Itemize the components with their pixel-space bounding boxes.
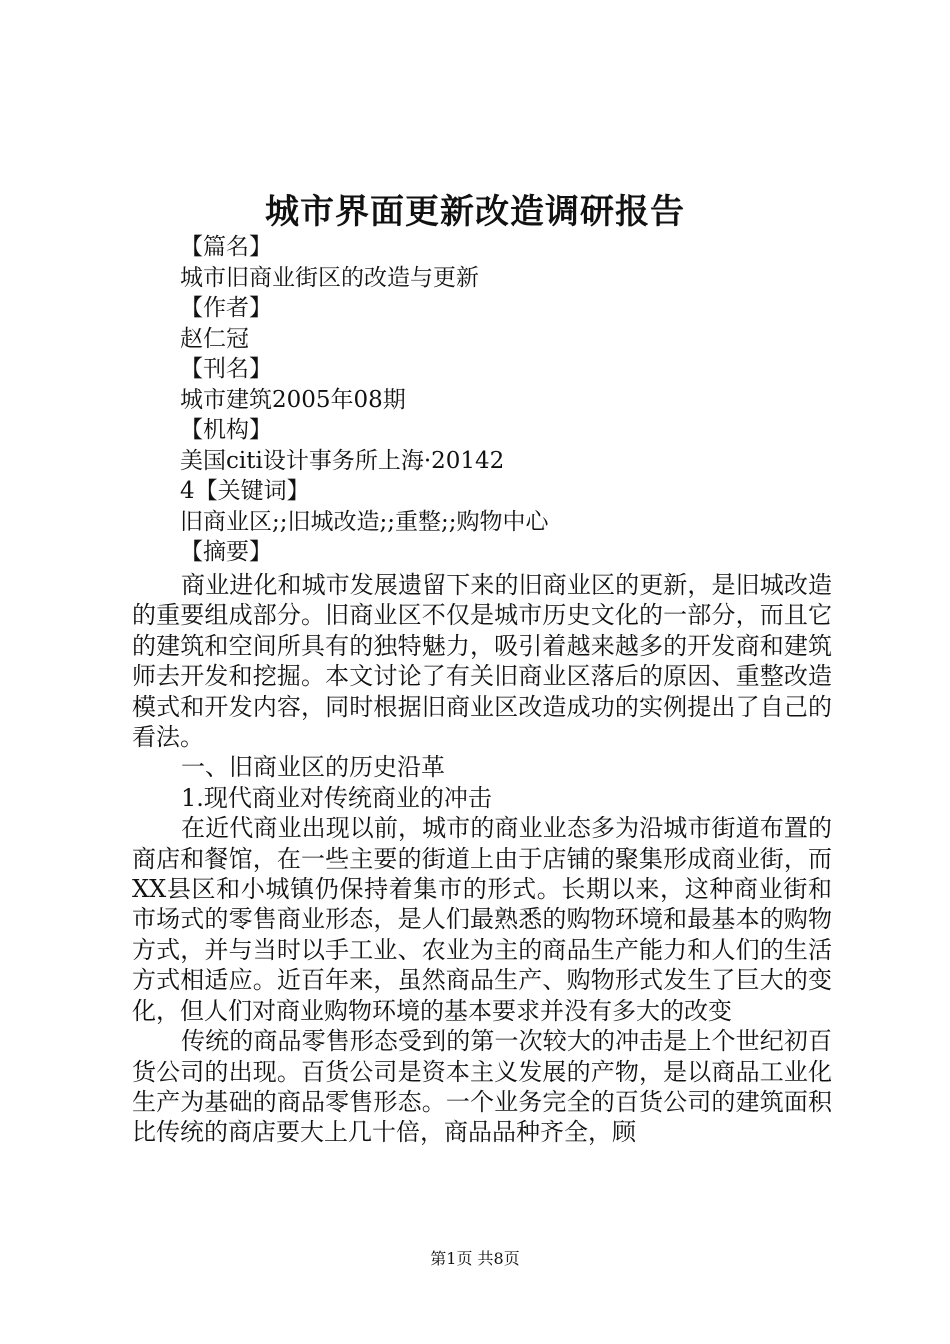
page-footer: 第1页 共8页 <box>430 1249 520 1268</box>
meta-label-abstract: 【摘要】 <box>180 539 272 565</box>
article-meta <box>180 232 840 568</box>
meta-label-title: 【篇名】 <box>180 234 272 260</box>
meta-label-journal: 【刊名】 <box>180 356 272 382</box>
meta-label-institution: 【机构】 <box>180 417 272 443</box>
meta-value-keywords: 旧商业区;;旧城改造;;重整;;购物中心 <box>180 508 549 535</box>
subsection-heading: 1.现代商业对传统商业的冲击 <box>181 783 492 812</box>
body-paragraph: 在近代商业出现以前，城市的商业业态多为沿城市街道布置的商店和餐馆，在一些主要的街道上由于店铺的聚集形成商业街，而XX县区和小城镇仍保持着集市的形式。长期以来，这种商业街和市场式的零售商业形态，是人们最熟悉的购物环境和最基本的购物方式，并与当时以手工业、农业为主的商品生产能力和人们的生活方式相适应。近百年来，虽然商品生产、购物形式发生了巨大的变化，但人们对商业购物环境的基本要求并没有多大的改变 <box>132 814 832 1025</box>
document-title: 城市界面更新改造调研报告 <box>265 192 685 232</box>
meta-value-author: 赵仁冠 <box>180 325 249 352</box>
meta-value-institution: 美国citi设计事务所上海·20142 <box>180 447 505 474</box>
body-paragraph: 传统的商品零售形态受到的第一次较大的冲击是上个世纪初百货公司的出现。百货公司是资本主义发展的产物，是以商品工业化生产为基础的商品零售形态。一个业务完全的百货公司的建筑面积比传统的商店要大上几十倍，商品品种齐全，顾 <box>132 1027 832 1147</box>
meta-label-author: 【作者】 <box>180 295 272 321</box>
meta-label-keywords: 4【关键词】 <box>180 478 310 504</box>
abstract-paragraph: 商业进化和城市发展遗留下来的旧商业区的更新，是旧城改造的重要组成部分。旧商业区不仅是城市历史文化的一部分，而且它的建筑和空间所具有的独特魅力，吸引着越来越多的开发商和建筑师去开发和挖掘。本文讨论了有关旧商业区落后的原因、重整改造模式和开发内容，同时根据旧商业区改造成功的实例提出了自己的看法。 <box>132 571 832 752</box>
section-heading: 一、旧商业区的历史沿革 <box>181 753 445 782</box>
meta-value-title: 城市旧商业街区的改造与更新 <box>180 264 479 291</box>
document-body <box>132 570 832 1148</box>
meta-value-journal: 城市建筑2005年08期 <box>180 386 406 413</box>
